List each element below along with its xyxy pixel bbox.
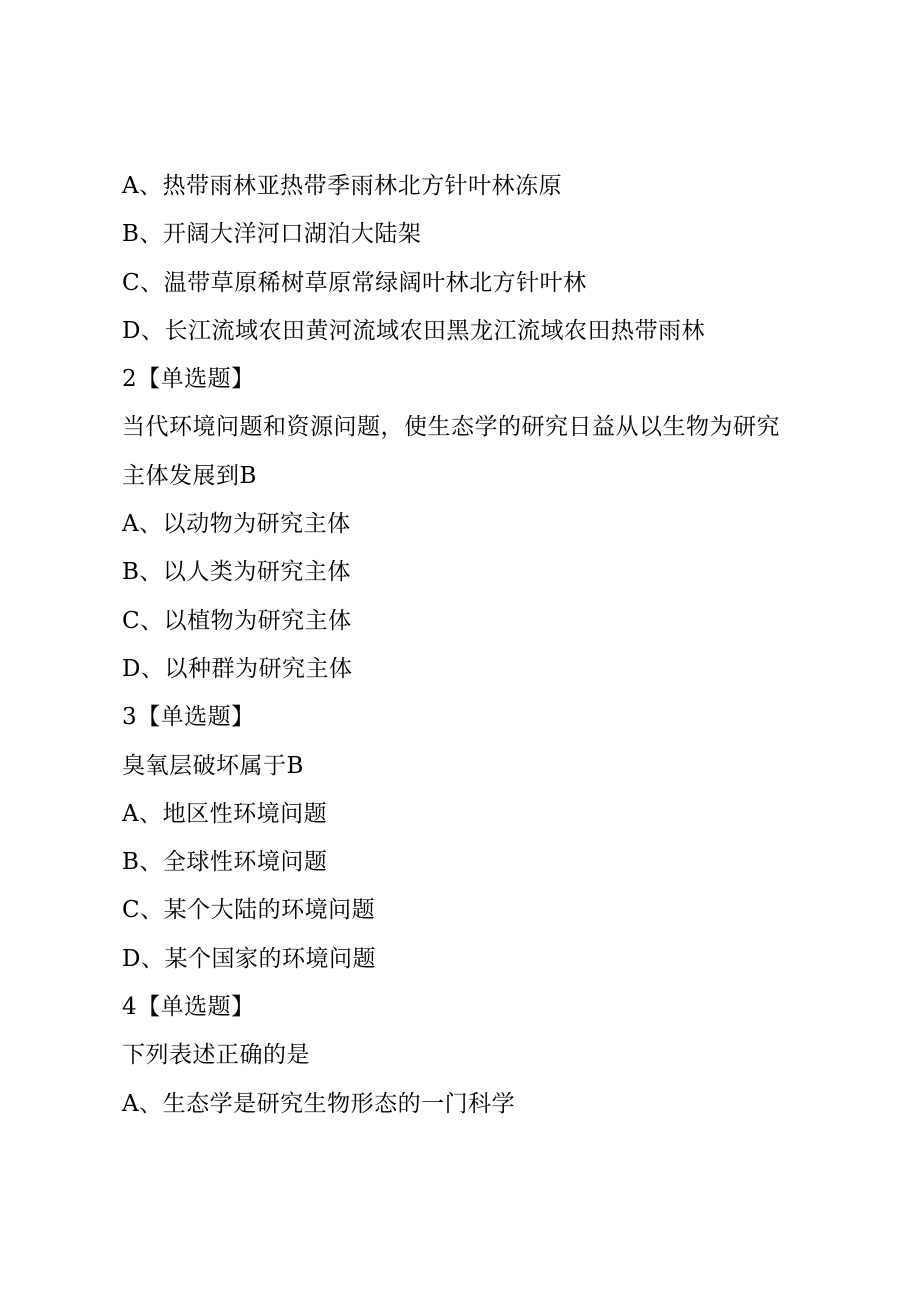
q2-option-d: D、以种群为研究主体 xyxy=(122,655,353,682)
document-body xyxy=(122,166,822,1132)
q1-option-c: C、温带草原稀树草原常绿阔叶林北方针叶林 xyxy=(122,269,587,296)
q4-question: 下列表述正确的是 xyxy=(122,1042,310,1069)
q2-option-b: B、以人类为研究主体 xyxy=(122,559,351,586)
q2-question-line-2: 主体发展到B xyxy=(122,462,257,489)
q3-option-d: D、某个国家的环境问题 xyxy=(122,945,376,972)
q3-option-b: B、全球性环境问题 xyxy=(122,849,328,876)
q2-header: 2【单选题】 xyxy=(122,366,255,393)
q1-option-b: B、开阔大洋河口湖泊大陆架 xyxy=(122,221,422,248)
q3-question: 臭氧层破坏属于B xyxy=(122,752,304,779)
q2-option-c: C、以植物为研究主体 xyxy=(122,607,352,634)
q1-option-a: A、热带雨林亚热带季雨林北方针叶林冻原 xyxy=(122,173,563,199)
q1-option-d: D、长江流域农田黄河流域农田黑龙江流域农田热带雨林 xyxy=(122,317,705,344)
q2-option-a: A、以动物为研究主体 xyxy=(122,511,351,538)
q3-option-a: A、地区性环境问题 xyxy=(122,800,328,827)
q4-header: 4【单选题】 xyxy=(122,994,255,1021)
q3-header: 3【单选题】 xyxy=(122,704,255,731)
q2-question-line-1: 当代环境问题和资源问题，使生态学的研究日益从以生物为研究 xyxy=(122,414,780,441)
q4-option-a: A、生态学是研究生物形态的一门科学 xyxy=(122,1090,516,1117)
q3-option-c: C、某个大陆的环境问题 xyxy=(122,897,376,924)
